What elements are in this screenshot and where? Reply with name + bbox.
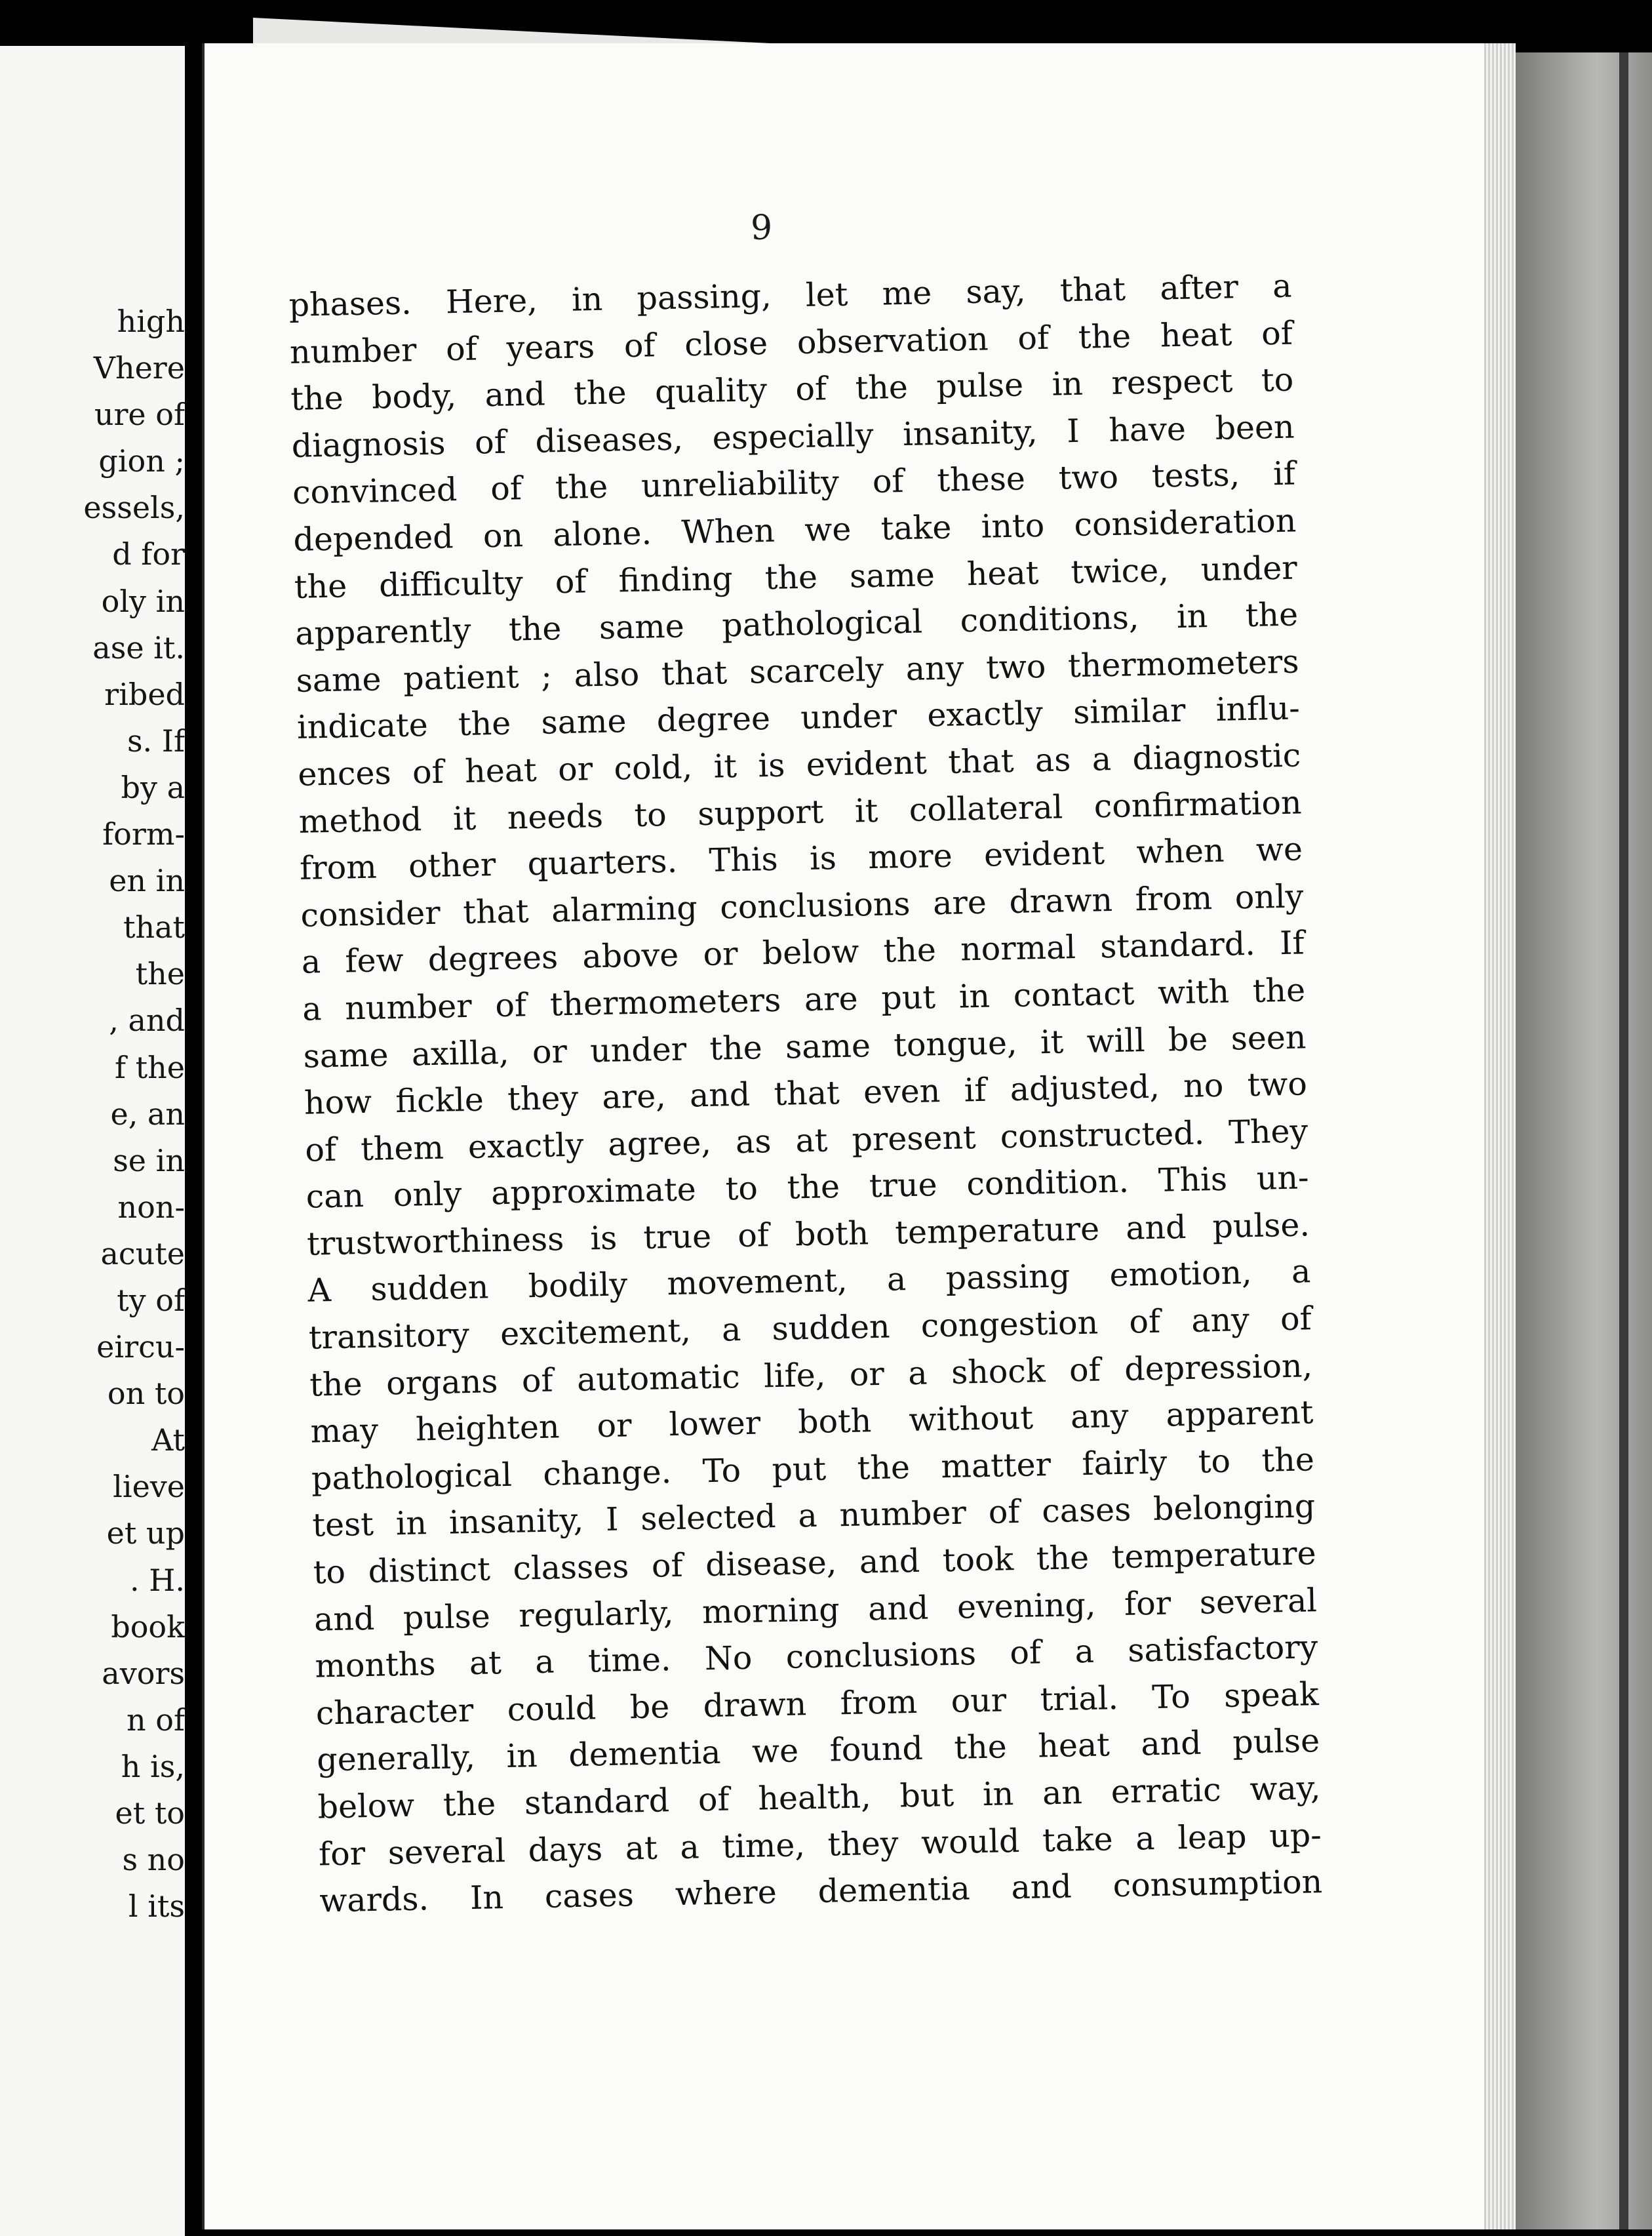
facing-page-line: essels, <box>83 490 185 526</box>
facing-page-line: , and <box>109 1003 185 1039</box>
text-line: indicate the same degree under exactly similar influ- <box>296 689 1301 747</box>
facing-page-line: At <box>151 1422 185 1458</box>
facing-page-line: en in <box>109 863 185 899</box>
text-line: phases. Here, in passing, let me say, that after a <box>288 267 1292 324</box>
facing-page-line: lieve <box>113 1469 185 1505</box>
facing-page-line: on to <box>107 1376 185 1412</box>
text-line: the organs of automatic life, or a shock of depression, <box>309 1346 1313 1404</box>
book-cover-rim <box>1619 52 1628 2229</box>
text-line: can only approximate to the true condition. This un- <box>305 1159 1310 1216</box>
facing-page-line: Vhere <box>93 350 185 386</box>
text-line: generally, in dementia we found the heat and pulse <box>316 1722 1320 1779</box>
facing-page-line: et up <box>106 1515 185 1551</box>
body-text <box>288 263 1323 1925</box>
text-line: wards. In cases where dementia and consumption <box>319 1863 1323 1920</box>
facing-page-line: s no <box>122 1842 185 1878</box>
text-line: depended on alone. When we take into consideration <box>293 502 1297 559</box>
text-line: the difficulty of finding the same heat twice, under <box>294 549 1298 606</box>
text-line: method it needs to support it collateral confirmation <box>298 784 1303 841</box>
facing-page-line: f the <box>115 1049 185 1085</box>
facing-page-line: that <box>123 909 185 946</box>
text-line: from other quarters. This is more evident when we <box>299 830 1303 887</box>
text-line: apparently the same pathological conditions, in the <box>294 595 1299 653</box>
facing-page-line: book <box>111 1608 185 1645</box>
text-line: convinced of the unreliability of these two tests, if <box>292 454 1296 512</box>
facing-page-line: form- <box>102 816 185 852</box>
text-line: diagnosis of diseases, especially insanity, I have been <box>291 408 1295 465</box>
facing-page-line: l its <box>128 1888 185 1925</box>
page-edges <box>1484 43 1516 2229</box>
text-line: may heighten or lower both without any apparent <box>310 1393 1314 1450</box>
facing-page-line: n of <box>127 1702 185 1738</box>
text-line: number of years of close observation of the heat of <box>289 314 1293 371</box>
facing-page-line: by a <box>121 769 185 805</box>
book-cover-edge <box>1516 52 1652 2229</box>
text-line: a few degrees above or below the normal standard. If <box>301 924 1305 982</box>
facing-page-line: gion ; <box>98 443 185 479</box>
text-line: transitory excitement, a sudden congestion of any of <box>308 1300 1312 1357</box>
facing-page-line: the <box>135 956 185 992</box>
facing-page-line: avors <box>102 1655 185 1691</box>
text-line: consider that alarming conclusions are drawn from only <box>300 877 1304 934</box>
text-line: trustworthiness is true of both temperature and pulse. <box>306 1206 1310 1263</box>
facing-page-line: et to <box>115 1795 185 1831</box>
text-line: months at a time. No conclusions of a satisfactory <box>314 1628 1318 1685</box>
facing-page-line: se in <box>113 1142 185 1178</box>
facing-page-line: non- <box>117 1189 185 1225</box>
text-line: of them exactly agree, as at present constructed. They <box>304 1112 1308 1169</box>
text-line: and pulse regularly, morning and evening, for several <box>313 1581 1318 1639</box>
facing-page-line: d for <box>112 536 185 572</box>
facing-page-text <box>0 298 185 1930</box>
text-line: character could be drawn from our trial. To speak <box>315 1675 1320 1732</box>
text-line: a number of thermometers are put in contact with the <box>302 971 1306 1028</box>
facing-page-line: e, an <box>110 1096 185 1132</box>
text-line: ences of heat or cold, it is evident that as a diagnostic <box>297 736 1301 793</box>
text-line: the body, and the quality of the pulse in respect to <box>290 361 1294 418</box>
text-line: to distinct classes of disease, and took the temperature <box>313 1534 1317 1591</box>
facing-page-line: ase it. <box>92 629 185 666</box>
facing-page-line: h is, <box>121 1748 185 1784</box>
text-line: for several days at a time, they would take a leap up- <box>318 1816 1322 1873</box>
facing-page-left <box>0 46 185 2236</box>
facing-page-line: oly in <box>101 583 185 619</box>
facing-page-line: high <box>117 304 185 339</box>
text-line: pathological change. To put the matter fairly to the <box>311 1441 1315 1498</box>
facing-page-line: ure of <box>94 397 185 433</box>
facing-page-line: ty of <box>117 1282 185 1318</box>
text-line: same axilla, or under the same tongue, it will be seen <box>303 1018 1307 1075</box>
text-line: A sudden bodily movement, a passing emotion, a <box>307 1252 1311 1310</box>
facing-page-line: s. If <box>127 723 185 759</box>
page-number: 9 <box>751 209 773 248</box>
facing-page-line: acute <box>100 1235 185 1271</box>
text-line: test in insanity, I selected a number of cases belonging <box>311 1487 1316 1545</box>
facing-page-line: eircu- <box>96 1329 185 1365</box>
text-line: same patient ; also that scarcely any two thermometers <box>296 643 1299 700</box>
text-line: how fickle they are, and that even if adjusted, no two <box>304 1065 1308 1122</box>
text-line: below the standard of health, but in an erratic way, <box>317 1769 1321 1826</box>
facing-page-line: ribed <box>104 676 185 712</box>
facing-page-line: . H. <box>130 1562 185 1598</box>
